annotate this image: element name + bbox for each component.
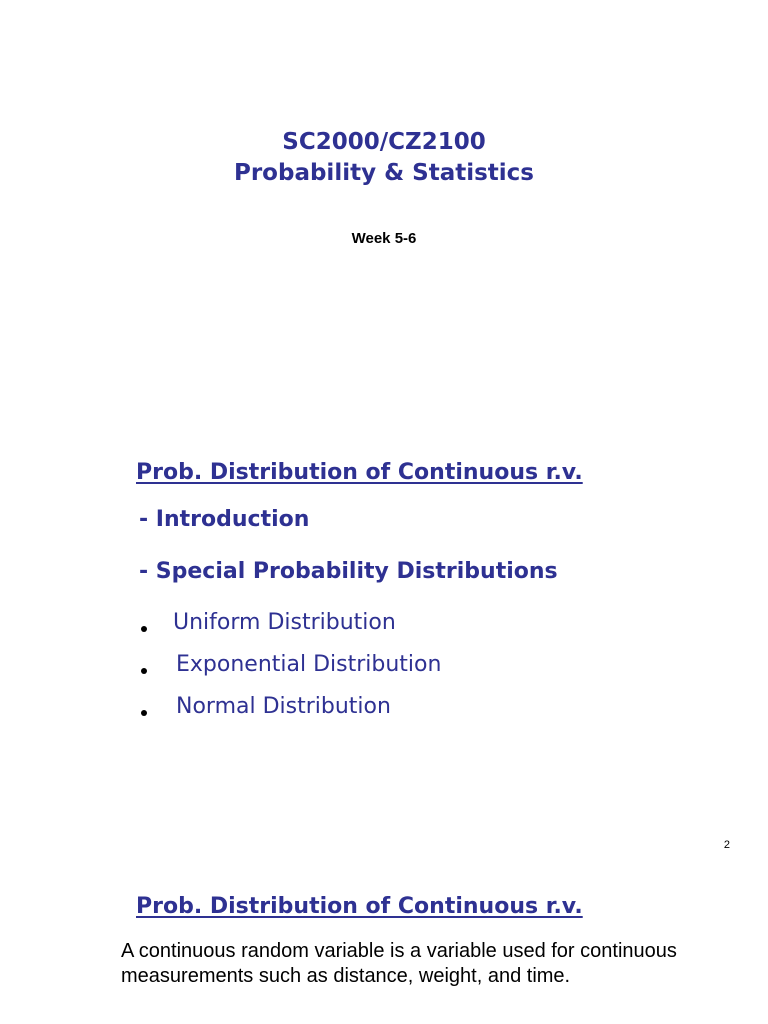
topic-special-distributions: - Special Probability Distributions — [139, 559, 558, 584]
list-item — [0, 692, 768, 722]
course-title: Probability & Statistics — [233, 160, 534, 186]
week-label: Week 5-6 — [351, 230, 417, 247]
list-item — [0, 650, 768, 680]
page-number: 2 — [723, 839, 730, 851]
section-heading: Prob. Distribution of Continuous r.v. — [136, 460, 583, 485]
bullet-icon — [141, 668, 147, 674]
bullet-icon — [141, 626, 147, 632]
bullet-text: Exponential Distribution — [176, 652, 442, 677]
slide-2 — [0, 868, 768, 1024]
list-item — [0, 608, 768, 638]
bullet-text: Normal Distribution — [176, 694, 391, 719]
bullet-text: Uniform Distribution — [173, 610, 396, 635]
section-heading: Prob. Distribution of Continuous r.v. — [136, 894, 583, 919]
body-paragraph: A continuous random variable is a variable used for continuous measurements such as distance, weight, and time. — [121, 940, 677, 987]
topic-introduction: - Introduction — [139, 507, 310, 532]
course-code: SC2000/CZ2100 — [282, 129, 486, 155]
bullet-icon — [141, 710, 147, 716]
